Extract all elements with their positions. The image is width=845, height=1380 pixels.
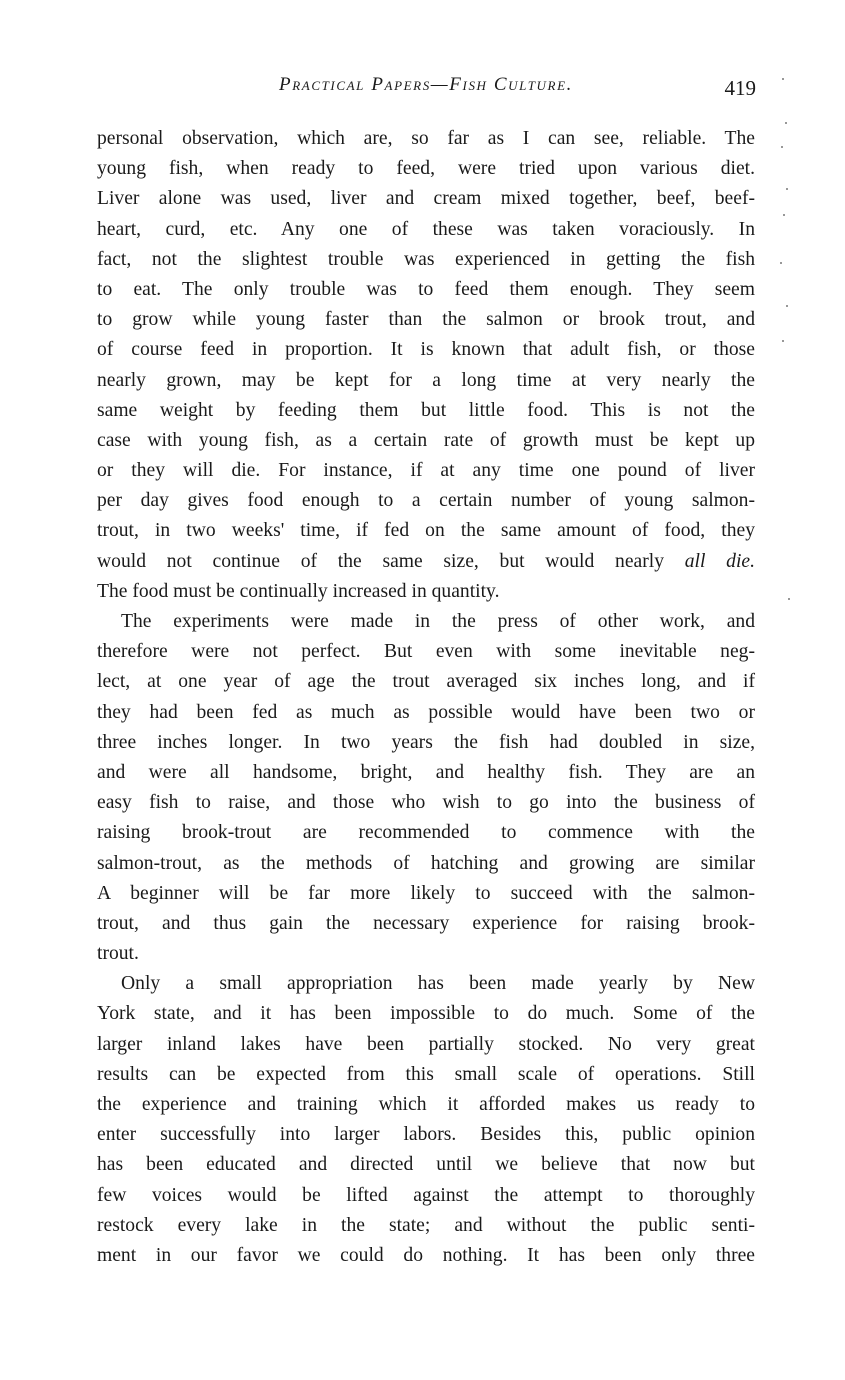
text-line: York state, and it has been impossible to do much. Some of the: [97, 1003, 755, 1025]
running-title: Practical Papers—Fish Culture.: [279, 74, 573, 95]
text-line: fact, not the slightest trouble was experienced in getting the fish: [97, 248, 755, 270]
scan-speck: [782, 340, 784, 342]
scan-speck: [783, 214, 785, 216]
text-line: and were all handsome, bright, and healthy fish. They are an: [97, 761, 755, 783]
text-line: personal observation, which are, so far as I can see, reliable. The: [97, 128, 755, 149]
text-line: lect, at one year of age the trout averaged six inches long, and if: [97, 671, 755, 693]
text-line: A beginner will be far more likely to succeed with the salmon-: [97, 882, 755, 904]
running-head: [96, 74, 756, 102]
text-line: restock every lake in the state; and without the public senti-: [97, 1214, 755, 1236]
text-line-with-italic: [97, 547, 755, 577]
text-line: results can be expected from this small scale of operations. Still: [97, 1063, 755, 1085]
text-line: Liver alone was used, liver and cream mixed together, beef, beef-: [97, 188, 755, 210]
text-line: three inches longer. In two years the fish had doubled in size,: [97, 731, 755, 753]
body-text: [97, 124, 755, 1271]
scan-speck: [788, 598, 790, 600]
text-line: nearly grown, may be kept for a long time at very nearly the: [97, 369, 755, 391]
text-line: young fish, when ready to feed, were tried upon various diet.: [97, 158, 755, 180]
text-line: of course feed in proportion. It is known that adult fish, or those: [97, 339, 755, 361]
text-line: trout, in two weeks' time, if fed on the same amount of food, they: [97, 520, 755, 542]
text-line: per day gives food enough to a certain number of young salmon-: [97, 490, 755, 512]
scan-speck: [780, 262, 782, 264]
paragraph: [97, 124, 755, 607]
text-line: trout.: [97, 943, 139, 965]
page-number: 419: [724, 76, 756, 100]
text-line: case with young fish, as a certain rate of growth must be kept up: [97, 429, 755, 451]
text-line: to grow while young faster than the salmon or brook trout, and: [97, 309, 755, 331]
text-line: therefore were not perfect. But even with some inevitable neg-: [97, 641, 755, 663]
text-line: raising brook-trout are recommended to commence with the: [97, 822, 755, 844]
text-line: has been educated and directed until we believe that now but: [97, 1154, 755, 1176]
paragraph: [97, 607, 755, 969]
italic-emphasis: all die.: [684, 550, 755, 572]
text-line: or they will die. For instance, if at any time one pound of liver: [97, 460, 755, 482]
text-line: The food must be continually increased in quantity.: [97, 580, 500, 602]
scan-speck: [781, 146, 783, 148]
text-line: they had been fed as much as possible would have been two or: [97, 701, 755, 723]
paragraph: [97, 969, 755, 1271]
text-line: enter successfully into larger labors. Besides this, public opinion: [97, 1124, 755, 1146]
text-line: Only a small appropriation has been made yearly by New: [121, 973, 755, 995]
text-line: the experience and training which it afforded makes us ready to: [97, 1094, 755, 1115]
scan-speck: [785, 122, 787, 124]
text-line: The experiments were made in the press of other work, and: [121, 611, 755, 632]
text-line: heart, curd, etc. Any one of these was taken voraciously. In: [97, 218, 755, 240]
scan-speck: [782, 78, 784, 80]
text-line: easy fish to raise, and those who wish to go into the business of: [97, 792, 755, 814]
text-line: few voices would be lifted against the attempt to thoroughly: [97, 1184, 755, 1206]
text-line: salmon-trout, as the methods of hatching and growing are similar: [97, 852, 755, 874]
text-line: larger inland lakes have been partially stocked. No very great: [97, 1033, 755, 1055]
scan-speck: [786, 188, 788, 190]
text-line: same weight by feeding them but little food. This is not the: [97, 399, 755, 421]
text-line: to eat. The only trouble was to feed them enough. They seem: [97, 278, 755, 300]
text-segment: would not continue of the same size, but would nearly: [97, 550, 685, 572]
text-line: ment in our favor we could do nothing. It has been only three: [97, 1244, 755, 1266]
scan-speck: [786, 305, 788, 307]
text-line: trout, and thus gain the necessary experience for raising brook-: [97, 912, 755, 934]
